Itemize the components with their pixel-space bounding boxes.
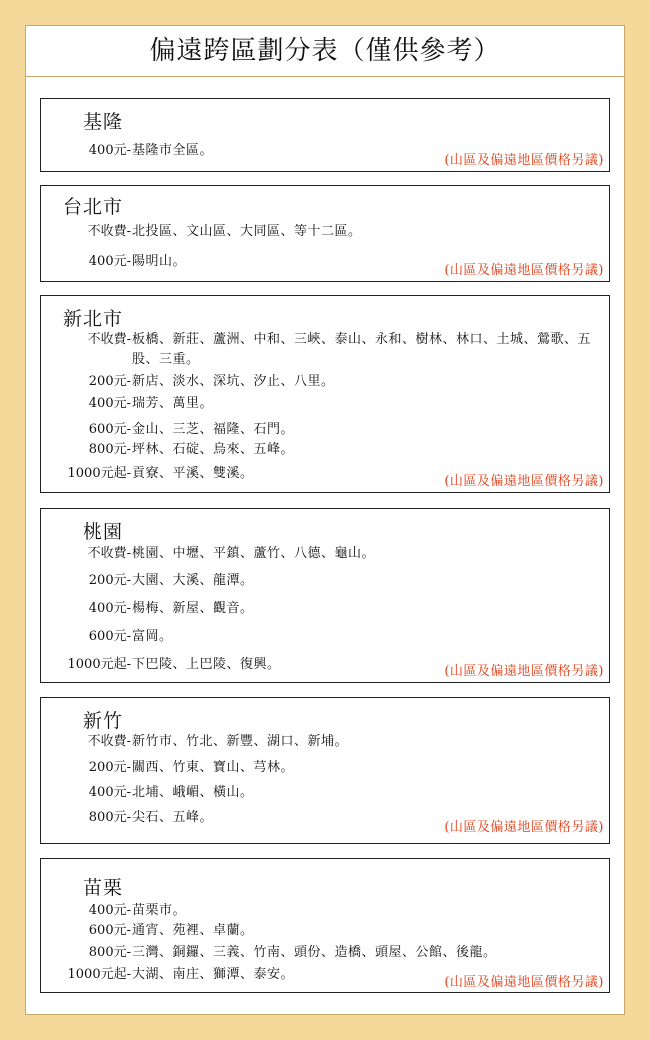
region-box-taipei [40,185,610,282]
area-list: 板橋、新莊、蘆洲、中和、三峽、泰山、永和、樹林、林口、土城、鶯歌、五股、三重。 [132,332,592,367]
price-label: 800元- [88,810,131,825]
table-row [41,222,609,242]
table-row [41,943,609,963]
table-row [41,758,609,778]
mountain-area-note: (山區及偏遠地區價格另議) [444,474,604,489]
region-box-new-taipei [40,295,610,493]
page-title: 偏遠跨區劃分表（僅供參考） [149,36,501,66]
price-label: 不收費- [87,546,131,561]
table-row [41,420,609,440]
price-label: 不收費- [87,224,131,239]
price-label: 200元- [88,573,131,588]
table-row [41,783,609,803]
table-row [41,440,609,460]
price-label: 1000元起- [67,967,131,982]
price-label: 1000元起- [67,466,131,481]
region-name: 台北市 [63,196,124,218]
table-row [41,571,609,591]
area-list: 基隆市全區。 [132,143,214,158]
region-box-keelung [40,98,610,172]
price-label: 800元- [88,442,131,457]
area-list: 陽明山。 [132,254,187,269]
region-box-hsinchu [40,697,610,844]
region-name: 新竹 [83,710,124,732]
region-name: 桃園 [83,521,124,543]
price-label: 600元- [88,923,131,938]
area-list: 金山、三芝、福隆、石門。 [132,422,295,437]
price-label: 400元- [88,903,131,918]
price-label: 800元- [88,945,131,960]
price-label: 200元- [88,760,131,775]
mountain-area-note: (山區及偏遠地區價格另議) [444,664,604,679]
region-name: 基隆 [83,111,124,133]
price-label: 不收費- [87,734,131,749]
price-label: 600元- [88,422,131,437]
table-row [41,627,609,647]
area-list: 貢寮、平溪、雙溪。 [132,466,254,481]
area-list: 下巴陵、上巴陵、復興。 [132,657,281,672]
area-list: 坪林、石碇、烏來、五峰。 [132,442,295,457]
table-row [41,330,609,370]
area-list: 瑞芳、萬里。 [132,396,214,411]
price-sheet [25,25,625,1015]
price-label: 400元- [88,601,131,616]
price-label: 600元- [88,629,131,644]
table-row [41,599,609,619]
table-row [41,921,609,941]
area-list: 通宵、苑裡、卓蘭。 [132,923,254,938]
price-label: 1000元起- [67,657,131,672]
area-list: 新竹市、竹北、新豐、湖口、新埔。 [132,734,349,749]
area-list: 大湖、南庄、獅潭、泰安。 [132,967,295,982]
mountain-area-note: (山區及偏遠地區價格另議) [444,820,604,835]
price-label: 200元- [88,374,131,389]
price-label: 400元- [88,396,131,411]
region-box-miaoli [40,858,610,993]
region-name: 新北市 [63,308,124,330]
area-list: 北投區、文山區、大同區、等十二區。 [132,224,362,239]
area-list: 尖石、五峰。 [132,810,214,825]
title-divider [26,76,624,77]
mountain-area-note: (山區及偏遠地區價格另議) [444,263,604,278]
price-label: 400元- [88,254,131,269]
area-list: 三灣、銅鑼、三義、竹南、頭份、造橋、頭屋、公館、後龍。 [132,945,497,960]
price-label: 400元- [88,785,131,800]
area-list: 新店、淡水、深坑、汐止、八里。 [132,374,335,389]
table-row [41,732,609,752]
area-list: 大園、大溪、龍潭。 [132,573,254,588]
region-name: 苗栗 [83,877,124,899]
area-list: 富岡。 [132,629,173,644]
mountain-area-note: (山區及偏遠地區價格另議) [444,975,604,990]
area-list: 楊梅、新屋、觀音。 [132,601,254,616]
table-row [41,544,609,564]
region-box-taoyuan [40,508,610,683]
area-list: 苗栗市。 [132,903,187,918]
area-list: 北埔、峨嵋、橫山。 [132,785,254,800]
mountain-area-note: (山區及偏遠地區價格另議) [444,153,604,168]
table-row [41,372,609,392]
price-label: 不收費- [87,332,131,347]
table-row [41,901,609,921]
table-row [41,394,609,414]
price-label: 400元- [88,143,131,158]
area-list: 桃園、中壢、平鎮、蘆竹、八德、龜山。 [132,546,376,561]
area-list: 關西、竹東、寶山、芎林。 [132,760,295,775]
